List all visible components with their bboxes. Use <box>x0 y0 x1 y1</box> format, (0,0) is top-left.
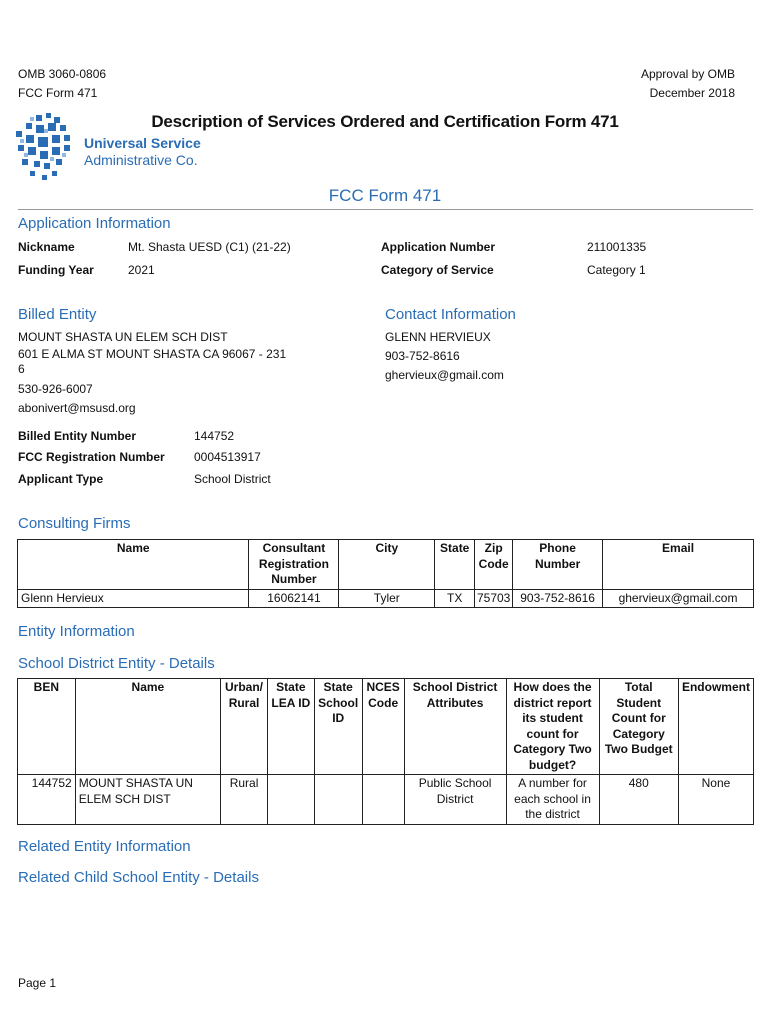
cell-city: Tyler <box>339 589 435 608</box>
table-header-row <box>18 540 754 590</box>
cell-zip: 75703 <box>475 589 513 608</box>
col-total-student-count: Total Student Count for Category Two Budget <box>599 679 678 775</box>
billed-entity-phone: 530-926-6007 <box>18 382 93 396</box>
applicant-type-value: School District <box>194 472 271 486</box>
fcc-registration-label: FCC Registration Number <box>18 450 165 464</box>
col-endowment: Endowment <box>678 679 753 775</box>
cell-state-school-id <box>314 775 362 825</box>
category-value: Category 1 <box>587 263 646 277</box>
col-district-attributes: School District Attributes <box>404 679 506 775</box>
fcc-registration-value: 0004513917 <box>194 450 261 464</box>
billed-entity-name: MOUNT SHASTA UN ELEM SCH DIST <box>18 330 228 344</box>
related-child-school-heading: Related Child School Entity - Details <box>18 869 259 886</box>
cell-phone: 903-752-8616 <box>513 589 603 608</box>
cell-urban-rural: Rural <box>221 775 268 825</box>
cell-email: ghervieux@gmail.com <box>603 589 754 608</box>
page-number: Page 1 <box>18 976 57 990</box>
application-number-label: Application Number <box>381 240 496 254</box>
omb-number: OMB 3060-0806 <box>18 67 107 81</box>
nickname-value: Mt. Shasta UESD (C1) (21-22) <box>128 240 291 254</box>
related-entity-heading: Related Entity Information <box>18 838 191 855</box>
applicant-type-label: Applicant Type <box>18 472 104 486</box>
cell-state: TX <box>435 589 475 608</box>
school-district-details-heading: School District Entity - Details <box>18 655 215 672</box>
col-state-lea-id: State LEA ID <box>268 679 315 775</box>
col-consultant-registration-number: Consultant Registration Number <box>249 540 339 590</box>
contact-block <box>385 328 504 385</box>
cell-ben: 144752 <box>18 775 76 825</box>
application-number-value: 211001335 <box>587 240 647 254</box>
header-left <box>18 65 106 103</box>
billed-entity-address2: 6 <box>18 362 25 376</box>
col-student-count-method: How does the district report its student count for Category Two budget? <box>506 679 599 775</box>
table-header-row <box>18 679 754 775</box>
consulting-firms-table <box>17 539 754 608</box>
cell-name: Glenn Hervieux <box>18 589 249 608</box>
contact-phone: 903-752-8616 <box>385 349 460 363</box>
form-title: FCC Form 471 <box>328 186 442 205</box>
cell-name: MOUNT SHASTA UN ELEM SCH DIST <box>75 775 220 825</box>
cell-nces-code <box>362 775 404 825</box>
funding-year-value: 2021 <box>128 263 155 277</box>
contact-email: ghervieux@gmail.com <box>385 368 504 382</box>
divider <box>18 209 753 210</box>
cell-state-lea-id <box>268 775 315 825</box>
approval-date: December 2018 <box>649 86 735 100</box>
nickname-label: Nickname <box>18 240 75 254</box>
ben-label: Billed Entity Number <box>18 429 137 443</box>
col-state: State <box>435 540 475 590</box>
school-district-table <box>17 678 754 825</box>
cell-endowment: None <box>678 775 753 825</box>
col-ben: BEN <box>18 679 76 775</box>
contact-name: GLENN HERVIEUX <box>385 330 491 344</box>
col-phone-number: Phone Number <box>513 540 603 590</box>
cell-student-count-method: A number for each school in the district <box>506 775 599 825</box>
billed-entity-address1: 601 E ALMA ST MOUNT SHASTA CA 96067 - 231 <box>18 347 287 361</box>
approval-label: Approval by OMB <box>640 67 735 81</box>
col-city: City <box>339 540 435 590</box>
billed-entity-address <box>18 328 286 418</box>
category-label: Category of Service <box>381 263 494 277</box>
logo-line1: Universal Service <box>84 135 201 151</box>
application-info-heading: Application Information <box>18 215 171 232</box>
contact-info-heading: Contact Information <box>385 306 516 323</box>
form-code: FCC Form 471 <box>18 86 98 100</box>
col-name: Name <box>75 679 220 775</box>
ben-value: 144752 <box>194 429 235 443</box>
col-email: Email <box>603 540 754 590</box>
cell-total-student-count: 480 <box>599 775 678 825</box>
page-title: Description of Services Ordered and Certification Form 471 <box>151 112 619 131</box>
consulting-firms-heading: Consulting Firms <box>18 515 131 532</box>
cell-district-attributes: Public School District <box>404 775 506 825</box>
entity-info-heading: Entity Information <box>18 623 135 640</box>
billed-entity-email: abonivert@msusd.org <box>18 401 136 415</box>
cell-registration-number: 16062141 <box>249 589 339 608</box>
table-row <box>18 589 754 608</box>
col-state-school-id: State School ID <box>314 679 362 775</box>
funding-year-label: Funding Year <box>18 263 94 277</box>
table-row <box>18 775 754 825</box>
col-nces-code: NCES Code <box>362 679 404 775</box>
billed-entity-heading: Billed Entity <box>18 306 97 323</box>
col-zip-code: Zip Code <box>475 540 513 590</box>
col-urban-rural: Urban/ Rural <box>221 679 268 775</box>
logo-line2: Administrative Co. <box>84 152 198 168</box>
header-right <box>641 65 735 103</box>
col-name: Name <box>18 540 249 590</box>
